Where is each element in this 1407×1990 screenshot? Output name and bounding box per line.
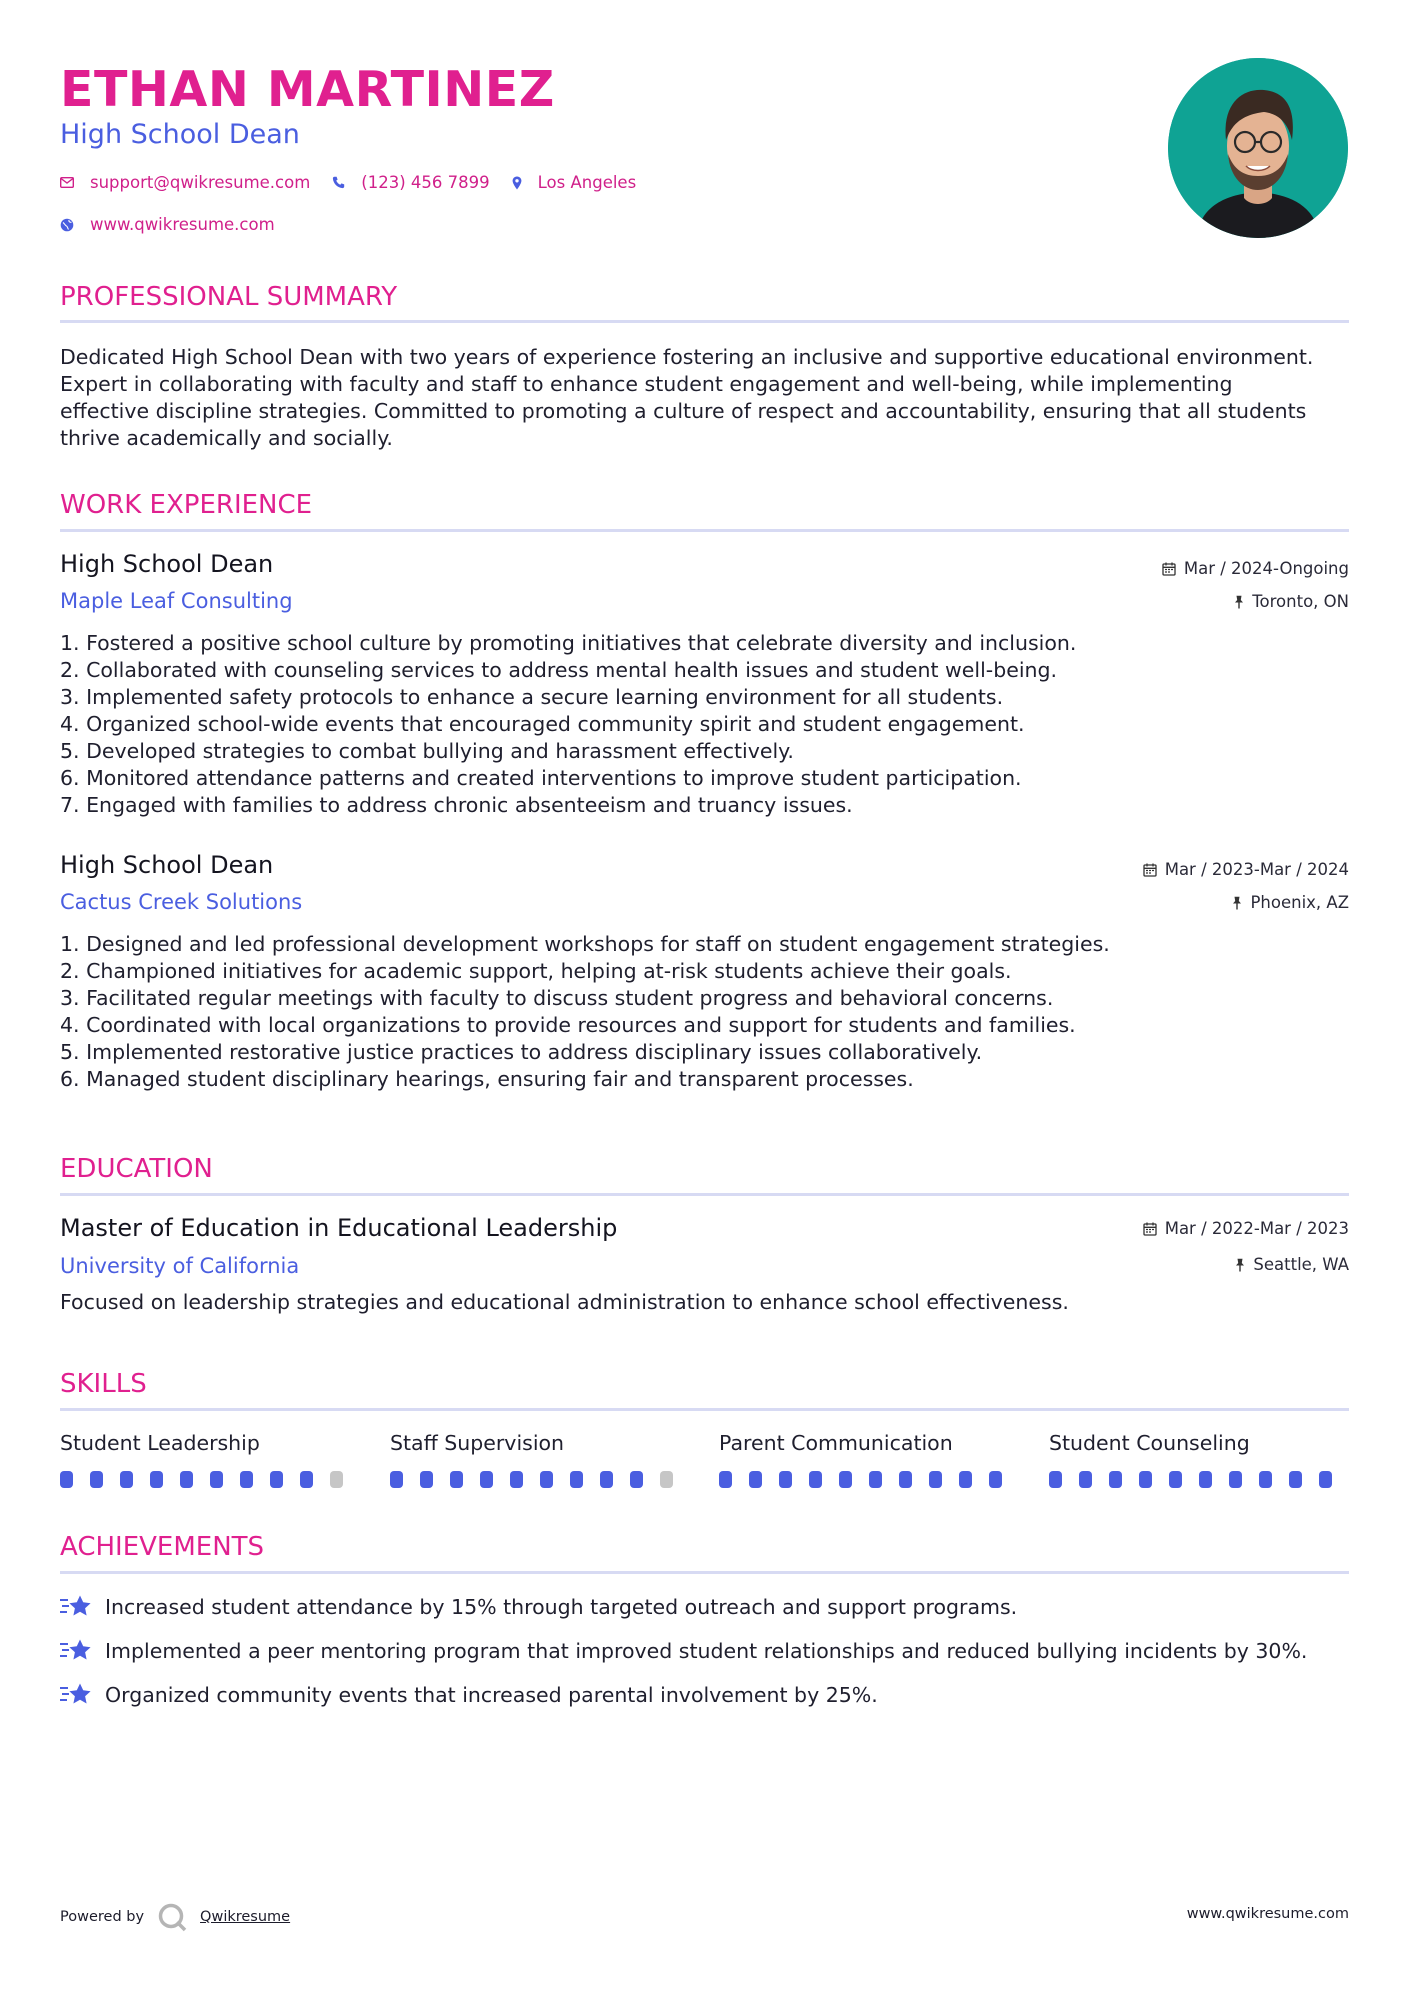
skill-item (719, 1429, 1019, 1488)
pushpin-icon (1235, 1258, 1245, 1272)
job-bullets (60, 630, 1349, 819)
summary-heading: PROFESSIONAL SUMMARY (60, 282, 398, 312)
rating-dot-filled (719, 1471, 732, 1488)
job-location (1232, 892, 1349, 914)
phone-item[interactable] (332, 173, 489, 192)
achievement-item (60, 1637, 1307, 1665)
list-item: 3. Facilitated regular meetings with faculty to discuss student progress and behavioral concerns. (60, 986, 1054, 1010)
education-dates-text: Mar / 2022-Mar / 2023 (1164, 1219, 1349, 1238)
job-dates-text: Mar / 2023-Mar / 2024 (1164, 860, 1349, 879)
rating-dot-filled (390, 1471, 403, 1488)
star-icon (60, 1594, 93, 1620)
calendar-icon (1143, 1222, 1157, 1236)
rating-dot-filled (809, 1471, 822, 1488)
rating-dot-filled (959, 1471, 972, 1488)
resume-page (60, 0, 1349, 1990)
company-name: Cactus Creek Solutions (60, 890, 303, 914)
person-portrait-icon (1168, 58, 1348, 238)
education-location (1235, 1254, 1349, 1276)
rating-dot-filled (270, 1471, 283, 1488)
achievement-item (60, 1681, 878, 1709)
skill-item (60, 1429, 360, 1488)
skill-item (1049, 1429, 1349, 1488)
achievement-item (60, 1593, 1017, 1621)
skill-rating (390, 1471, 690, 1488)
powered-by-label: Powered by (60, 1909, 145, 1925)
list-item: 4. Coordinated with local organizations to provide resources and support for students and families. (60, 1013, 1076, 1037)
skills-heading: SKILLS (60, 1369, 147, 1399)
rating-dot-filled (1259, 1471, 1272, 1488)
rating-dot-filled (90, 1471, 103, 1488)
rating-dot-filled (570, 1471, 583, 1488)
rating-dot-filled (989, 1471, 1002, 1488)
education-description: Focused on leadership strategies and educational administration to enhance school effectiveness. (60, 1290, 1069, 1314)
education-dates (1143, 1218, 1349, 1240)
education-heading: EDUCATION (60, 1154, 213, 1184)
rating-dot-filled (1229, 1471, 1242, 1488)
education-location-text: Seattle, WA (1253, 1255, 1349, 1274)
calendar-icon (1162, 562, 1176, 576)
star-icon (60, 1638, 93, 1664)
pushpin-icon (1232, 896, 1242, 910)
rating-dot-filled (450, 1471, 463, 1488)
phone-icon (332, 176, 345, 189)
list-item: 5. Implemented restorative justice practices to address disciplinary issues collaboratively. (60, 1040, 983, 1064)
job-dates (1143, 859, 1349, 881)
qwikresume-link[interactable]: Qwikresume (200, 1909, 291, 1925)
footer-powered-by (60, 1902, 290, 1932)
rating-dot-filled (60, 1471, 73, 1488)
achievement-text: Increased student attendance by 15% through targeted outreach and support programs. (105, 1595, 1018, 1619)
rating-dot-filled (120, 1471, 133, 1488)
contact-row (60, 173, 658, 192)
job-bullets (60, 931, 1349, 1093)
list-item: 2. Championed initiatives for academic support, helping at-risk students achieve their goals. (60, 959, 1012, 983)
location-text: Los Angeles (537, 173, 637, 192)
skill-rating (60, 1471, 360, 1488)
rating-dot-filled (420, 1471, 433, 1488)
phone-text: (123) 456 7899 (361, 173, 490, 192)
skill-name: Student Counseling (1049, 1431, 1250, 1455)
rating-dot-filled (749, 1471, 762, 1488)
email-item[interactable] (60, 173, 310, 192)
job-location-text: Toronto, ON (1252, 592, 1349, 611)
list-item: 4. Organized school-wide events that encouraged community spirit and student engagement. (60, 712, 1025, 736)
website-row (60, 215, 297, 234)
rating-dot-filled (1109, 1471, 1122, 1488)
website-item[interactable] (60, 215, 275, 234)
rating-dot-filled (1139, 1471, 1152, 1488)
rating-dot-filled (240, 1471, 253, 1488)
section-divider (60, 529, 1349, 532)
list-item: 5. Developed strategies to combat bullying and harassment effectively. (60, 739, 794, 763)
summary-line: Dedicated High School Dean with two years of experience fostering an inclusive and supportive educational environment. (60, 345, 1314, 369)
rating-dot-filled (300, 1471, 313, 1488)
map-pin-icon (512, 176, 522, 190)
job-location (1234, 591, 1349, 613)
rating-dot-empty (660, 1471, 673, 1488)
rating-dot-filled (839, 1471, 852, 1488)
profile-photo (1168, 58, 1348, 238)
skill-name: Parent Communication (719, 1431, 953, 1455)
location-item (512, 173, 637, 192)
section-divider (60, 1571, 1349, 1574)
list-item: 6. Monitored attendance patterns and created interventions to improve student participation. (60, 766, 1022, 790)
rating-dot-filled (869, 1471, 882, 1488)
rating-dot-filled (210, 1471, 223, 1488)
list-item: 3. Implemented safety protocols to enhance a secure learning environment for all students. (60, 685, 1004, 709)
summary-text (60, 344, 1349, 452)
company-name: Maple Leaf Consulting (60, 589, 293, 613)
skill-rating (719, 1471, 1019, 1488)
section-divider (60, 320, 1349, 323)
section-divider (60, 1193, 1349, 1196)
rating-dot-filled (1199, 1471, 1212, 1488)
globe-icon (60, 218, 74, 232)
rating-dot-filled (510, 1471, 523, 1488)
summary-line: effective discipline strategies. Committed to promoting a culture of respect and accountability, ensuring that all students (60, 399, 1307, 423)
rating-dot-filled (150, 1471, 163, 1488)
job-title: High School Dean (60, 851, 274, 879)
calendar-icon (1143, 863, 1157, 877)
skill-name: Staff Supervision (390, 1431, 565, 1455)
list-item: 7. Engaged with families to address chronic absenteeism and truancy issues. (60, 793, 853, 817)
job-dates (1162, 558, 1349, 580)
experience-heading: WORK EXPERIENCE (60, 490, 313, 520)
star-icon (60, 1682, 93, 1708)
rating-dot-filled (779, 1471, 792, 1488)
summary-line: thrive academically and socially. (60, 426, 393, 450)
rating-dot-filled (929, 1471, 942, 1488)
rating-dot-filled (1169, 1471, 1182, 1488)
candidate-role: High School Dean (60, 119, 300, 150)
rating-dot-filled (600, 1471, 613, 1488)
job-dates-text: Mar / 2024-Ongoing (1183, 559, 1349, 578)
job-location-text: Phoenix, AZ (1250, 893, 1349, 912)
candidate-name: ETHAN MARTINEZ (60, 61, 555, 118)
rating-dot-filled (480, 1471, 493, 1488)
rating-dot-filled (540, 1471, 553, 1488)
list-item: 2. Collaborated with counseling services to address mental health issues and student well-being. (60, 658, 1058, 682)
list-item: 1. Fostered a positive school culture by promoting initiatives that celebrate diversity and inclusion. (60, 631, 1077, 655)
rating-dot-filled (1079, 1471, 1092, 1488)
list-item: 6. Managed student disciplinary hearings, ensuring fair and transparent processes. (60, 1067, 914, 1091)
qwikresume-logo-icon (156, 1902, 190, 1932)
rating-dot-filled (180, 1471, 193, 1488)
website-text: www.qwikresume.com (90, 215, 275, 234)
pushpin-icon (1234, 595, 1244, 609)
school-name: University of California (60, 1254, 300, 1278)
rating-dot-empty (330, 1471, 343, 1488)
achievement-text: Organized community events that increased parental involvement by 25%. (105, 1683, 878, 1707)
footer-website[interactable]: www.qwikresume.com (1186, 1906, 1349, 1922)
degree-title: Master of Education in Educational Leadership (60, 1214, 618, 1242)
rating-dot-filled (899, 1471, 912, 1488)
section-divider (60, 1408, 1349, 1411)
achievement-text: Implemented a peer mentoring program that improved student relationships and reduced bullying incidents by 30%. (105, 1639, 1308, 1663)
envelope-icon (60, 177, 74, 188)
skill-name: Student Leadership (60, 1431, 260, 1455)
rating-dot-filled (1049, 1471, 1062, 1488)
achievements-heading: ACHIEVEMENTS (60, 1532, 265, 1562)
skill-rating (1049, 1471, 1349, 1488)
skill-item (390, 1429, 690, 1488)
job-title: High School Dean (60, 550, 274, 578)
rating-dot-filled (630, 1471, 643, 1488)
list-item: 1. Designed and led professional development workshops for staff on student engagement strategies. (60, 932, 1110, 956)
summary-line: Expert in collaborating with faculty and staff to enhance student engagement and well-being, while implementing (60, 372, 1233, 396)
email-text: support@qwikresume.com (90, 173, 311, 192)
rating-dot-filled (1289, 1471, 1302, 1488)
rating-dot-filled (1319, 1471, 1332, 1488)
